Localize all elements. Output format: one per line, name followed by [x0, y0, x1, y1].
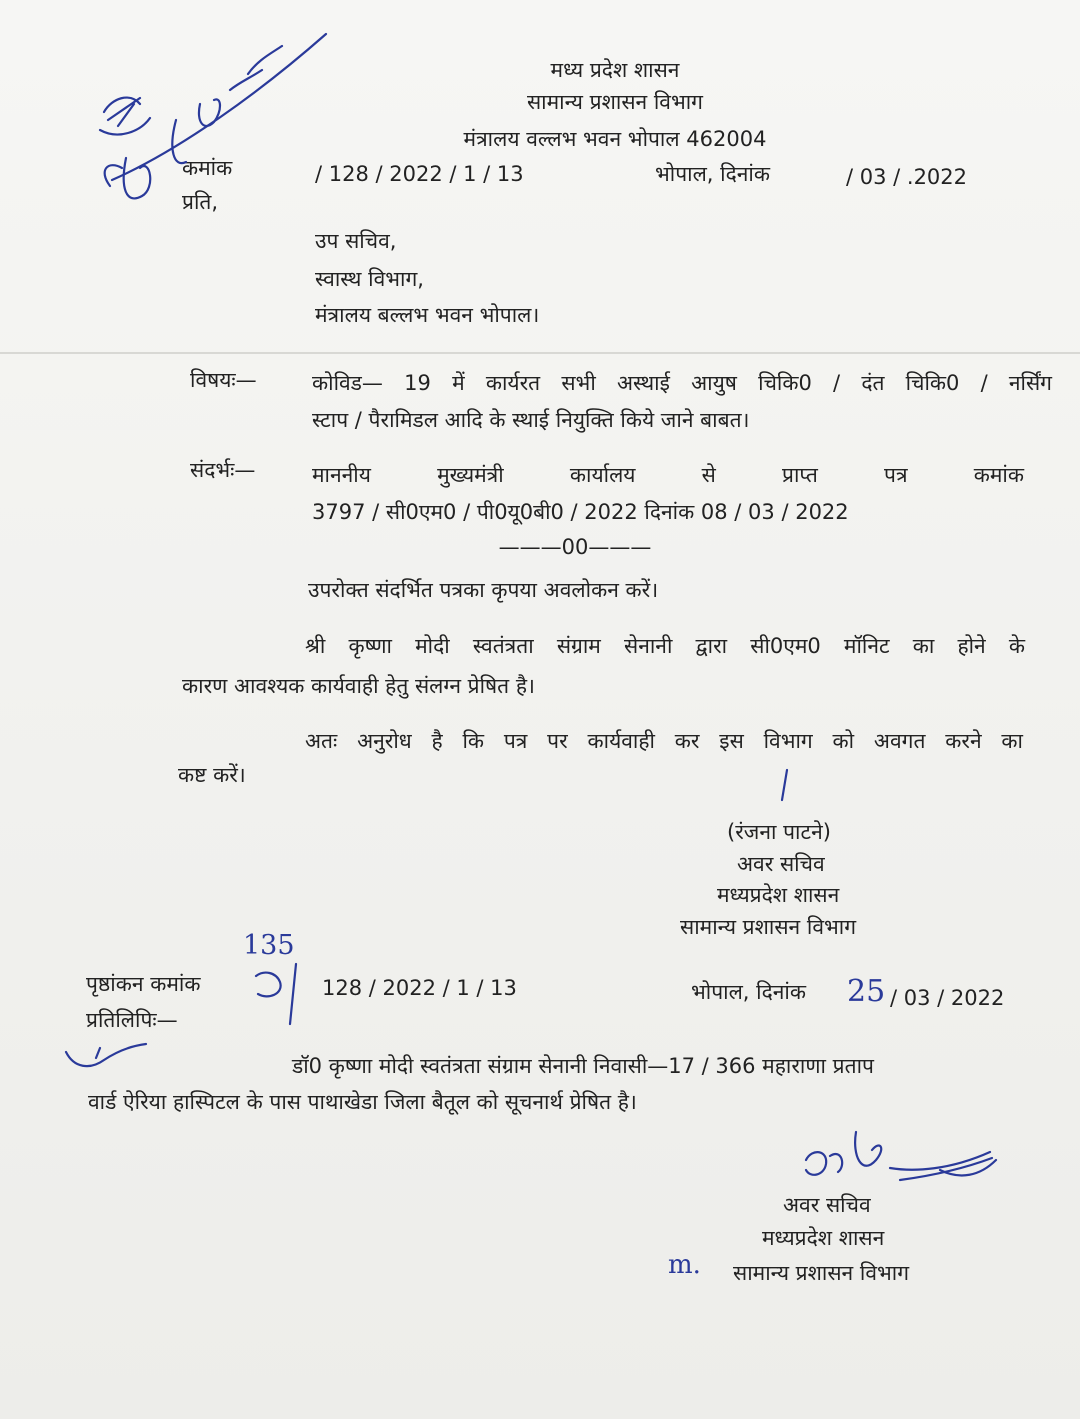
signatory-designation: अवर सचिव	[737, 852, 825, 876]
endorsement-place-date-label: भोपाल, दिनांक	[691, 980, 806, 1004]
top-left-signature-scribble	[100, 98, 150, 135]
endorsement-label: पृष्ठांकन कमांक	[86, 972, 201, 996]
ref-date: / 03 / .2022	[846, 165, 968, 189]
signature-tick	[782, 770, 787, 800]
body-paragraph-2-line-2: कारण आवश्यक कार्यवाही हेतु संलग्न प्रेषित है।	[182, 674, 535, 698]
header-line-1: मध्य प्रदेश शासन	[550, 58, 680, 82]
endorsement-number: 128 / 2022 / 1 / 13	[322, 976, 517, 1000]
signatory-2-org-1: मध्यप्रदेश शासन	[762, 1226, 885, 1250]
signatory-org-2: सामान्य प्रशासन विभाग	[680, 915, 857, 939]
signatory-2-org-2: सामान्य प्रशासन विभाग	[733, 1261, 910, 1285]
copy-line-2: वार्ड ऐरिया हास्पिटल के पास पाथाखेडा जिला बैतूल को सूचनार्थ प्रेषित है।	[88, 1090, 637, 1114]
body-paragraph-3-line-1: अतः अनुरोध है कि पत्र पर कार्यवाही कर इस विभाग को अवगत करने का	[305, 729, 1023, 753]
ref-number: / 128 / 2022 / 1 / 13	[315, 162, 524, 186]
signatory-2-designation: अवर सचिव	[783, 1193, 871, 1217]
separator: ———00———	[498, 535, 652, 559]
ref-label: कमांक	[182, 156, 233, 180]
reference-line-2: 3797 / सी0एम0 / पी0यू0बी0 / 2022 दिनांक 08 / 03 / 2022	[312, 500, 849, 524]
body-paragraph-3-line-2: कष्ट करें।	[178, 763, 246, 787]
handwritten-day: 25	[847, 974, 886, 1009]
endorsement-overwrite	[256, 964, 296, 1024]
subject-line-2: स्टाप / पैरामिडल आदि के स्थाई नियुक्ति किये जाने बाबत।	[312, 408, 750, 432]
copy-label: प्रतिलिपिः—	[86, 1008, 178, 1032]
endorsement-date: / 03 / 2022	[890, 986, 1005, 1010]
ref-place-date-label: भोपाल, दिनांक	[655, 162, 770, 186]
addressee-line-3: मंत्रालय बल्लभ भवन भोपाल।	[315, 303, 540, 327]
reference-line-1: माननीय मुख्यमंत्री कार्यालय से प्राप्त पत्र कमांक	[312, 463, 1024, 487]
reference-label: संदर्भः—	[190, 458, 256, 482]
copy-line-1: डॉ0 कृष्णा मोदी स्वतंत्रता संग्राम सेनानी निवासी—17 / 366 महाराणा प्रताप	[292, 1054, 874, 1078]
body-paragraph-2-line-1: श्री कृष्णा मोदी स्वतंत्रता संग्राम सेनानी द्वारा सी0एम0 मॉनिट का होने के	[305, 634, 1025, 658]
copy-tick-mark	[66, 1044, 146, 1066]
bottom-signature	[806, 1132, 996, 1175]
addressee-line-2: स्वास्थ विभाग,	[315, 267, 424, 291]
addressee-line-1: उप सचिव,	[315, 229, 397, 253]
header-line-2: सामान्य प्रशासन विभाग	[526, 90, 704, 114]
to-label: प्रति,	[182, 190, 219, 214]
handwritten-endorsement-number: 135	[243, 930, 295, 961]
body-paragraph-1: उपरोक्त संदर्भित पत्रका कृपया अवलोकन करें।	[308, 578, 659, 602]
handwritten-initial: m.	[668, 1250, 701, 1280]
signatory-org-1: मध्यप्रदेश शासन	[717, 883, 840, 907]
header-line-3: मंत्रालय वल्लभ भवन भोपाल 462004	[463, 127, 767, 151]
subject-line-1: कोविड— 19 में कार्यरत सभी अस्थाई आयुष चिकि0 / दंत चिकि0 / नर्सिंग	[312, 371, 1052, 395]
signatory-name: (रंजना पाटने)	[727, 820, 831, 844]
subject-label: विषयः—	[190, 368, 257, 392]
